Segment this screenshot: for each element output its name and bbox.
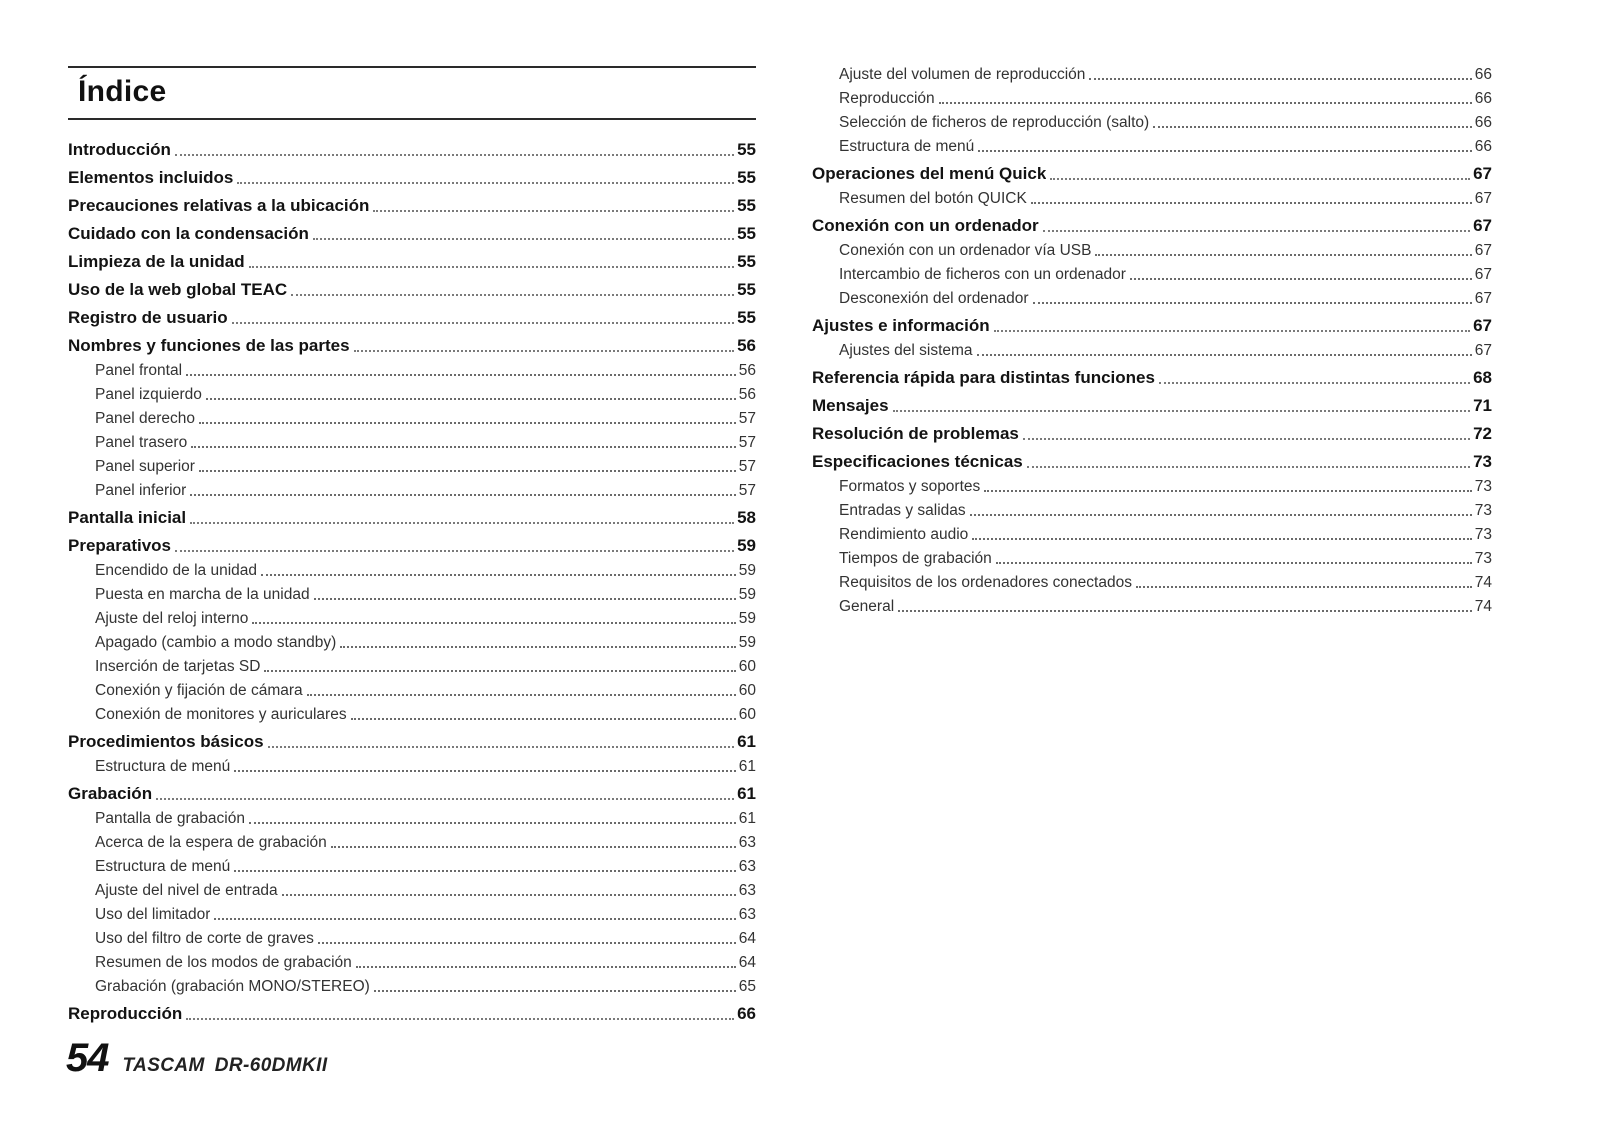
toc-entry	[68, 356, 756, 380]
toc-entry	[812, 308, 1492, 336]
dot-leader	[190, 522, 734, 524]
toc-entry	[68, 652, 756, 676]
toc-entry	[68, 328, 756, 356]
toc-entry-page: 67	[1474, 290, 1492, 307]
toc-entry	[68, 776, 756, 804]
toc-entry-label: Introducción	[68, 140, 171, 159]
toc-entry-label: Acerca de la espera de grabación	[95, 834, 327, 851]
toc-entry	[812, 388, 1492, 416]
toc-entry-label: Reproducción	[68, 1004, 183, 1023]
toc-entry-label: Ajuste del reloj interno	[95, 610, 249, 627]
dot-leader	[190, 494, 735, 496]
toc-entry	[812, 520, 1492, 544]
toc-entry-page: 73	[1474, 526, 1492, 543]
footer-brand: TASCAM	[122, 1055, 205, 1076]
page-footer	[66, 1036, 328, 1081]
toc-entry-label: Apagado (cambio a modo standby)	[95, 634, 337, 651]
toc-entry	[812, 60, 1492, 84]
toc-entry	[68, 272, 756, 300]
dot-leader	[1031, 202, 1472, 204]
toc-entry-label: Panel frontal	[95, 362, 183, 379]
toc-entry-page: 74	[1474, 574, 1492, 591]
dot-leader	[175, 550, 734, 552]
dot-leader	[1130, 278, 1472, 280]
dot-leader	[249, 266, 734, 268]
dot-leader	[268, 746, 735, 748]
toc-entry-label: Resolución de problemas	[812, 424, 1019, 443]
toc-entry-label: Grabación (grabación MONO/STEREO)	[95, 978, 370, 995]
toc-entry-page: 55	[737, 140, 756, 159]
toc-entry-page: 60	[738, 658, 756, 675]
toc-entry-page: 63	[738, 882, 756, 899]
toc-entry	[812, 568, 1492, 592]
toc-entry-label: Inserción de tarjetas SD	[95, 658, 261, 675]
toc-entry-page: 56	[738, 362, 756, 379]
toc-entry	[68, 428, 756, 452]
toc-entry-page: 59	[738, 634, 756, 651]
toc-entry-label: Pantalla de grabación	[95, 810, 245, 827]
toc-entry	[812, 544, 1492, 568]
toc-entry	[68, 452, 756, 476]
dot-leader	[307, 694, 736, 696]
toc-entry	[812, 472, 1492, 496]
toc-entry-label: Estructura de menú	[95, 858, 231, 875]
toc-entry-page: 61	[737, 784, 756, 803]
toc-entry-label: Panel trasero	[95, 434, 188, 451]
toc-entry-label: Selección de ficheros de reproducción (salto)	[839, 114, 1150, 131]
toc-entry-page: 55	[737, 280, 756, 299]
dot-leader	[351, 718, 736, 720]
toc-entry-page: 66	[1474, 90, 1492, 107]
toc-entry-label: Uso del filtro de corte de graves	[95, 930, 314, 947]
toc-entry	[812, 132, 1492, 156]
toc-entry	[68, 216, 756, 244]
dot-leader	[994, 330, 1470, 332]
toc-entry	[812, 156, 1492, 184]
dot-leader	[156, 798, 734, 800]
toc-entry-label: Especificaciones técnicas	[812, 452, 1023, 471]
toc-entry-label: Precauciones relativas a la ubicación	[68, 196, 370, 215]
dot-leader	[939, 102, 1472, 104]
dot-leader	[1023, 438, 1470, 440]
toc-entry-page: 63	[738, 858, 756, 875]
toc-entry-page: 60	[738, 706, 756, 723]
dot-leader	[234, 870, 735, 872]
dot-leader	[1043, 230, 1470, 232]
toc-column-right	[812, 60, 1492, 616]
toc-entry-label: Resumen del botón QUICK	[839, 190, 1027, 207]
toc-entry	[68, 188, 756, 216]
toc-entry-page: 74	[1474, 598, 1492, 615]
toc-entry-label: Nombres y funciones de las partes	[68, 336, 350, 355]
dot-leader	[1153, 126, 1472, 128]
toc-entry	[68, 676, 756, 700]
toc-entry	[812, 84, 1492, 108]
toc-entry-page: 56	[737, 336, 756, 355]
toc-entry-page: 71	[1473, 396, 1492, 415]
toc-entry	[812, 260, 1492, 284]
toc-entry-label: Ajuste del nivel de entrada	[95, 882, 278, 899]
toc-entry-page: 58	[737, 508, 756, 527]
toc-column-left	[68, 132, 756, 1024]
toc-entry	[68, 528, 756, 556]
toc-entry-page: 59	[737, 536, 756, 555]
toc-entry-page: 64	[738, 930, 756, 947]
left-column	[68, 66, 756, 1024]
dot-leader	[898, 610, 1472, 612]
toc-entry-label: Uso de la web global TEAC	[68, 280, 288, 299]
toc-entry	[812, 496, 1492, 520]
dot-leader	[970, 514, 1472, 516]
toc-entry-page: 67	[1473, 316, 1492, 335]
toc-entry-label: Panel inferior	[95, 482, 187, 499]
toc-entry	[68, 556, 756, 580]
toc-entry-label: Estructura de menú	[839, 138, 975, 155]
toc-entry-page: 55	[737, 308, 756, 327]
dot-leader	[232, 322, 734, 324]
dot-leader	[186, 374, 736, 376]
toc-entry-page: 63	[738, 906, 756, 923]
dot-leader	[978, 150, 1471, 152]
toc-entry	[68, 924, 756, 948]
toc-entry	[812, 416, 1492, 444]
toc-entry-label: Pantalla inicial	[68, 508, 187, 527]
toc-entry	[68, 404, 756, 428]
toc-entry-page: 57	[738, 410, 756, 427]
dot-leader	[264, 670, 735, 672]
toc-entry-page: 67	[1474, 190, 1492, 207]
right-column	[812, 60, 1492, 616]
toc-entry-label: Registro de usuario	[68, 308, 228, 327]
dot-leader	[1089, 78, 1471, 80]
toc-entry-label: Formatos y soportes	[839, 478, 981, 495]
toc-entry-label: Estructura de menú	[95, 758, 231, 775]
toc-entry-page: 72	[1473, 424, 1492, 443]
dot-leader	[206, 398, 736, 400]
toc-entry	[812, 236, 1492, 260]
toc-entry-page: 66	[737, 1004, 756, 1023]
toc-entry-label: Limpieza de la unidad	[68, 252, 245, 271]
dot-leader	[314, 598, 736, 600]
toc-entry	[68, 604, 756, 628]
toc-entry-page: 73	[1473, 452, 1492, 471]
toc-entry-label: Panel superior	[95, 458, 195, 475]
toc-entry-page: 57	[738, 434, 756, 451]
toc-entry	[68, 828, 756, 852]
toc-entry-label: Puesta en marcha de la unidad	[95, 586, 310, 603]
dot-leader	[354, 350, 735, 352]
dot-leader	[331, 846, 736, 848]
toc-entry-label: Reproducción	[839, 90, 935, 107]
dot-leader	[374, 990, 736, 992]
title-block	[68, 66, 756, 120]
toc-entry-page: 61	[738, 810, 756, 827]
toc-entry-page: 66	[1474, 138, 1492, 155]
toc-entry	[68, 996, 756, 1024]
toc-entry-label: Ajustes del sistema	[839, 342, 973, 359]
dot-leader	[1159, 382, 1470, 384]
toc-entry-page: 59	[738, 610, 756, 627]
toc-entry-page: 55	[737, 252, 756, 271]
toc-entry	[68, 724, 756, 752]
toc-entry-label: Grabación	[68, 784, 153, 803]
toc-entry	[68, 972, 756, 996]
toc-entry	[812, 336, 1492, 360]
toc-entry-label: Desconexión del ordenador	[839, 290, 1029, 307]
toc-entry	[812, 592, 1492, 616]
dot-leader	[186, 1018, 734, 1020]
toc-entry-label: Conexión con un ordenador vía USB	[839, 242, 1092, 259]
dot-leader	[252, 622, 735, 624]
page-title: Índice	[78, 75, 167, 108]
toc-entry-page: 59	[738, 586, 756, 603]
dot-leader	[996, 562, 1472, 564]
toc-entry	[68, 300, 756, 328]
toc-entry-label: Intercambio de ficheros con un ordenador	[839, 266, 1126, 283]
dot-leader	[1050, 178, 1470, 180]
dot-leader	[984, 490, 1471, 492]
footer-page-number: 54	[66, 1036, 109, 1080]
dot-leader	[291, 294, 734, 296]
dot-leader	[1136, 586, 1472, 588]
toc-entry-label: Panel derecho	[95, 410, 195, 427]
dot-leader	[1033, 302, 1472, 304]
toc-entry-label: General	[839, 598, 895, 615]
toc-entry	[68, 132, 756, 160]
toc-entry	[812, 184, 1492, 208]
dot-leader	[199, 470, 736, 472]
dot-leader	[249, 822, 736, 824]
toc-entry	[812, 444, 1492, 472]
toc-entry-page: 73	[1474, 502, 1492, 519]
toc-entry	[68, 804, 756, 828]
toc-entry-label: Ajustes e información	[812, 316, 990, 335]
toc-entry	[68, 852, 756, 876]
toc-entry	[812, 284, 1492, 308]
toc-entry-label: Conexión con un ordenador	[812, 216, 1039, 235]
toc-entry-page: 61	[738, 758, 756, 775]
toc-entry	[812, 108, 1492, 132]
toc-entry-page: 55	[737, 224, 756, 243]
toc-entry	[68, 948, 756, 972]
toc-entry-page: 73	[1474, 478, 1492, 495]
toc-entry-page: 64	[738, 954, 756, 971]
toc-entry-page: 55	[737, 196, 756, 215]
toc-entry-page: 67	[1474, 242, 1492, 259]
toc-entry-page: 60	[738, 682, 756, 699]
toc-entry	[68, 700, 756, 724]
toc-entry-page: 66	[1474, 66, 1492, 83]
dot-leader	[214, 918, 735, 920]
dot-leader	[261, 574, 736, 576]
toc-entry-label: Operaciones del menú Quick	[812, 164, 1047, 183]
dot-leader	[191, 446, 736, 448]
toc-entry	[68, 244, 756, 272]
toc-entry-label: Mensajes	[812, 396, 889, 415]
dot-leader	[199, 422, 736, 424]
toc-entry-label: Rendimiento audio	[839, 526, 969, 543]
dot-leader	[318, 942, 736, 944]
dot-leader	[972, 538, 1471, 540]
toc-entry-label: Preparativos	[68, 536, 171, 555]
dot-leader	[175, 154, 734, 156]
toc-entry-label: Uso del limitador	[95, 906, 211, 923]
toc-entry-label: Referencia rápida para distintas funciones	[812, 368, 1155, 387]
toc-entry	[812, 208, 1492, 236]
toc-entry-page: 67	[1473, 164, 1492, 183]
toc-entry-page: 67	[1474, 266, 1492, 283]
toc-entry-page: 67	[1474, 342, 1492, 359]
dot-leader	[313, 238, 734, 240]
dot-leader	[234, 770, 735, 772]
toc-entry-page: 65	[738, 978, 756, 995]
toc-entry-page: 67	[1473, 216, 1492, 235]
dot-leader	[893, 410, 1471, 412]
toc-entry-page: 57	[738, 482, 756, 499]
toc-entry-page: 57	[738, 458, 756, 475]
toc-entry	[812, 360, 1492, 388]
toc-entry	[68, 160, 756, 188]
toc-entry	[68, 900, 756, 924]
toc-entry-label: Encendido de la unidad	[95, 562, 258, 579]
toc-entry-page: 55	[737, 168, 756, 187]
footer-model: DR-60DMKII	[214, 1055, 328, 1076]
toc-entry-page: 73	[1474, 550, 1492, 567]
dot-leader	[237, 182, 734, 184]
toc-entry-label: Cuidado con la condensación	[68, 224, 309, 243]
toc-entry-label: Conexión de monitores y auriculares	[95, 706, 347, 723]
dot-leader	[977, 354, 1472, 356]
toc-entry	[68, 752, 756, 776]
toc-entry	[68, 476, 756, 500]
toc-entry-page: 59	[738, 562, 756, 579]
toc-entry-label: Entradas y salidas	[839, 502, 966, 519]
toc-entry-label: Tiempos de grabación	[839, 550, 992, 567]
toc-entry-label: Requisitos de los ordenadores conectados	[839, 574, 1132, 591]
dot-leader	[1027, 466, 1470, 468]
dot-leader	[373, 210, 734, 212]
toc-entry-page: 68	[1473, 368, 1492, 387]
toc-entry-page: 61	[737, 732, 756, 751]
toc-entry-page: 63	[738, 834, 756, 851]
toc-entry-label: Resumen de los modos de grabación	[95, 954, 352, 971]
dot-leader	[340, 646, 735, 648]
toc-entry	[68, 580, 756, 604]
toc-entry-label: Panel izquierdo	[95, 386, 202, 403]
toc-entry-page: 56	[738, 386, 756, 403]
toc-entry-label: Ajuste del volumen de reproducción	[839, 66, 1086, 83]
toc-entry	[68, 380, 756, 404]
toc-entry-label: Elementos incluidos	[68, 168, 234, 187]
dot-leader	[356, 966, 736, 968]
toc-entry	[68, 876, 756, 900]
toc-entry	[68, 628, 756, 652]
toc-entry-label: Procedimientos básicos	[68, 732, 264, 751]
toc-entry-page: 66	[1474, 114, 1492, 131]
dot-leader	[1095, 254, 1471, 256]
toc-entry-label: Conexión y fijación de cámara	[95, 682, 303, 699]
toc-entry	[68, 500, 756, 528]
dot-leader	[282, 894, 736, 896]
